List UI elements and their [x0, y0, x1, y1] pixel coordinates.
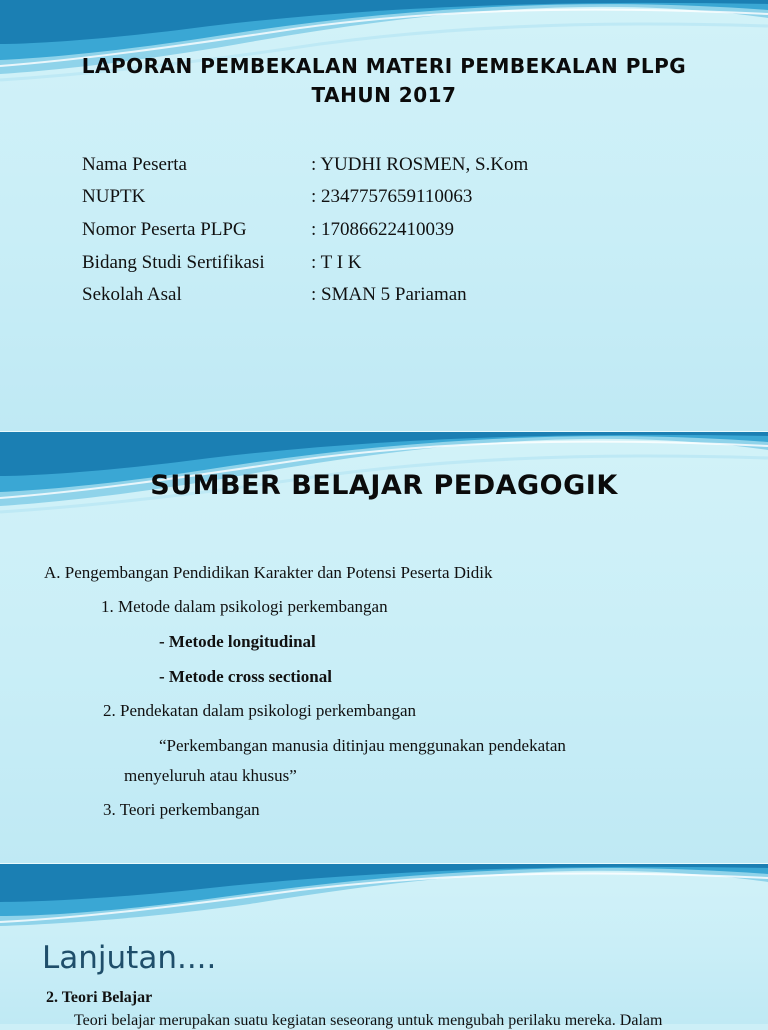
wave-decoration — [0, 864, 768, 944]
value-nama: : YUDHI ROSMEN, S.Kom — [311, 154, 529, 175]
label-sekolah: Sekolah Asal — [82, 284, 182, 305]
section-a: A. Pengembangan Pendidikan Karakter dan Potensi Peserta Didik — [44, 563, 493, 582]
quote-line-1: “Perkembangan manusia ditinjau menggunakan pendekatan — [159, 736, 566, 755]
value-sekolah: : SMAN 5 Pariaman — [311, 284, 467, 305]
value-nuptk: : 2347757659110063 — [311, 186, 473, 207]
label-nomor: Nomor Peserta PLPG — [82, 219, 247, 240]
slide-2-title: SUMBER BELAJAR PEDAGOGIK — [150, 470, 618, 501]
label-nama: Nama Peserta — [82, 154, 187, 175]
teori-belajar-body: Teori belajar merupakan suatu kegiatan seseorang untuk mengubah perilaku mereka. Dalam — [74, 1012, 663, 1029]
value-bidang: : T I K — [311, 252, 362, 273]
title-line-2: TAHUN 2017 — [311, 83, 457, 107]
teori-belajar-heading: 2. Teori Belajar — [46, 989, 153, 1006]
item-1: 1. Metode dalam psikologi perkembangan — [101, 597, 388, 616]
item-2: 2. Pendekatan dalam psikologi perkembangan — [103, 701, 416, 720]
label-nuptk: NUPTK — [82, 186, 146, 207]
slide-title — [0, 52, 768, 110]
quote-line-2: menyeluruh atau khusus” — [124, 766, 297, 785]
label-bidang: Bidang Studi Sertifikasi — [82, 252, 265, 273]
sub-item-longitudinal: - Metode longitudinal — [159, 632, 316, 651]
title-line-1: LAPORAN PEMBEKALAN MATERI PEMBEKALAN PLPG — [81, 54, 687, 78]
slide-1 — [0, 0, 768, 432]
sub-item-cross-sectional: - Metode cross sectional — [159, 667, 332, 686]
item-3: 3. Teori perkembangan — [103, 800, 260, 819]
slide-3-title: Lanjutan.... — [42, 940, 217, 976]
value-nomor: : 17086622410039 — [311, 219, 455, 240]
